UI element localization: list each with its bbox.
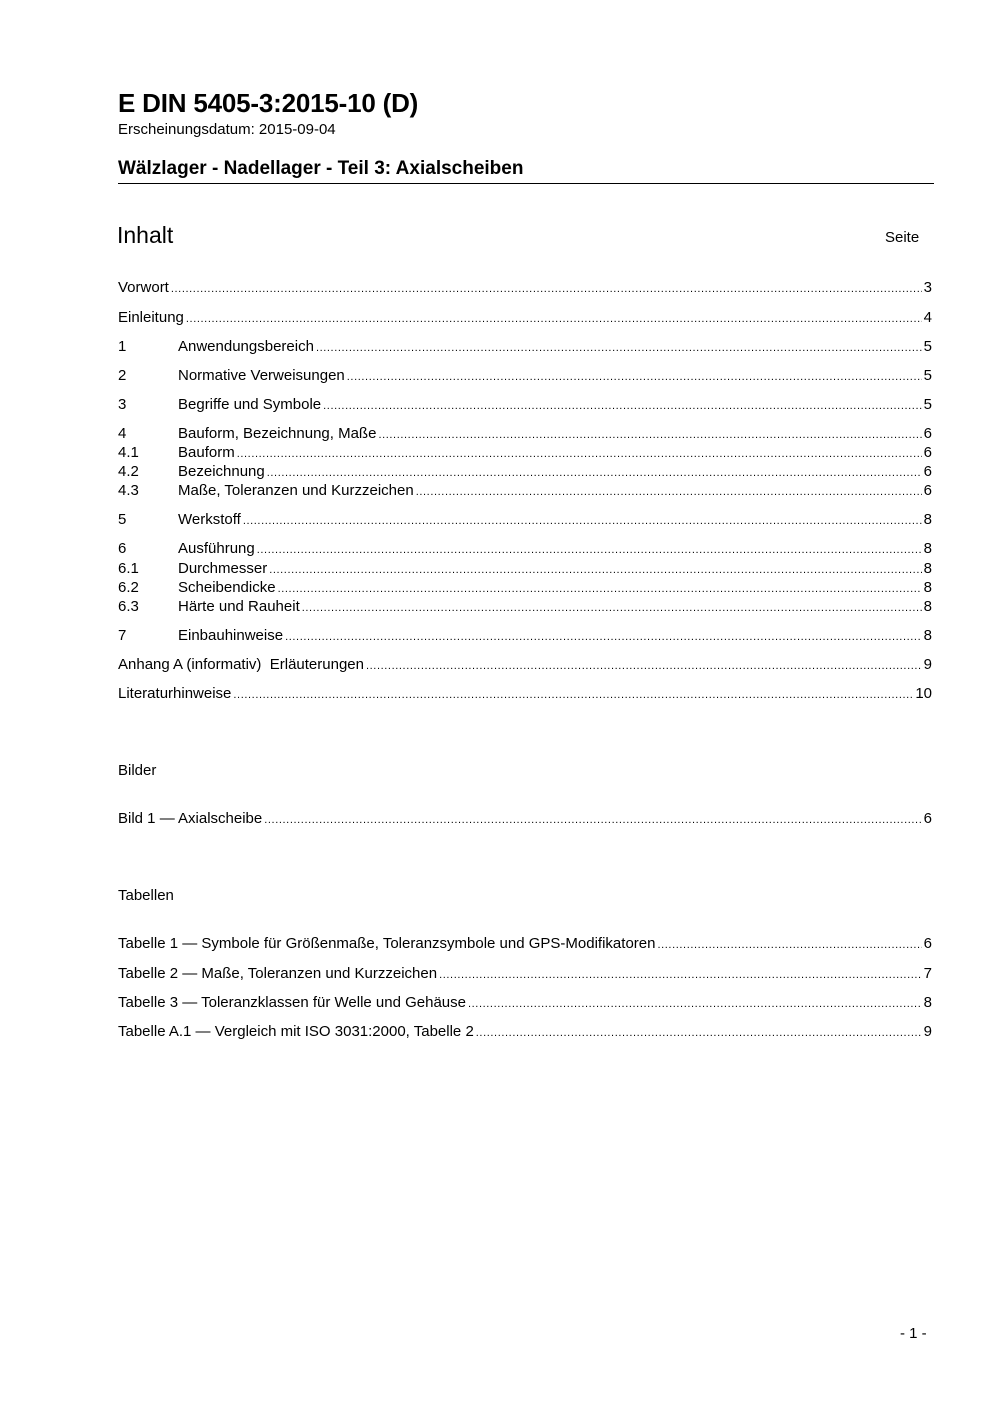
figure-entry-bild-1[interactable] (118, 809, 932, 829)
toc-entry-4[interactable] (118, 424, 932, 444)
toc-entry-4-3[interactable] (118, 481, 932, 501)
toc-leader (269, 560, 921, 580)
toc-entry-title: Begriffe und Symbole (178, 396, 322, 413)
toc-entry-number: 4.1 (118, 444, 139, 461)
toc-leader (316, 338, 922, 358)
toc-entry-page: 6 (923, 425, 932, 442)
table-entry-page: 7 (923, 965, 932, 982)
toc-leader (302, 598, 922, 618)
toc-entry-page: 5 (923, 396, 932, 413)
figures-heading: Bilder (118, 762, 157, 779)
toc-entry-literaturhinweise[interactable] (118, 684, 932, 704)
toc-entry-number: 4.3 (118, 482, 139, 499)
toc-entry-number: 6.1 (118, 560, 139, 577)
toc-entry-2[interactable] (118, 366, 932, 386)
table-entry-3[interactable] (118, 993, 932, 1013)
toc-entry-vorwort[interactable] (118, 278, 932, 298)
toc-entry-title: Härte und Rauheit (178, 598, 300, 615)
toc-entry-page: 6 (923, 463, 932, 480)
toc-entry-title: Vorwort (118, 279, 169, 296)
toc-entry-title: Bauform (178, 444, 235, 461)
toc-entry-title: Literaturhinweise (118, 685, 232, 702)
toc-entry-page: 8 (923, 598, 932, 615)
toc-entry-6-3[interactable] (118, 597, 932, 617)
toc-leader (233, 685, 913, 705)
document-subtitle: Wälzlager - Nadellager - Teil 3: Axialscheiben (118, 158, 524, 179)
table-entry-page: 8 (923, 994, 932, 1011)
toc-entry-number: 3 (118, 396, 127, 413)
toc-entry-anhang-a[interactable] (118, 655, 932, 675)
table-entry-title: Tabelle 2 — Maße, Toleranzen und Kurzzeichen (118, 965, 438, 982)
toc-entry-page: 4 (923, 309, 932, 326)
toc-entry-page: 6 (923, 482, 932, 499)
toc-leader (657, 935, 921, 955)
toc-entry-number: 6.2 (118, 579, 139, 596)
document-id: E DIN 5405-3:2015-10 (D) (118, 88, 419, 118)
header-divider (118, 183, 934, 184)
toc-leader (416, 482, 922, 502)
toc-entry-title: Anhang A (informativ) Erläuterungen (118, 656, 364, 673)
tables-heading: Tabellen (118, 887, 174, 904)
figure-entry-title: Bild 1 — Axialscheibe (118, 810, 263, 827)
toc-entry-number: 6 (118, 540, 127, 557)
toc-entry-title: Ausführung (178, 540, 255, 557)
toc-entry-number: 4 (118, 425, 127, 442)
toc-entry-title: Einleitung (118, 309, 184, 326)
publication-date: Erscheinungsdatum: 2015-09-04 (118, 121, 336, 138)
toc-entry-page: 8 (923, 540, 932, 557)
toc-entry-1[interactable] (118, 337, 932, 357)
table-entry-title: Tabelle 1 — Symbole für Größenmaße, Toleranzsymbole und GPS-Modifikatoren (118, 935, 656, 952)
toc-entry-6-2[interactable] (118, 578, 932, 598)
toc-leader (257, 540, 922, 560)
toc-entry-3[interactable] (118, 395, 932, 415)
toc-leader (285, 627, 922, 647)
toc-entry-einleitung[interactable] (118, 308, 932, 328)
toc-heading: Inhalt (117, 222, 174, 248)
toc-entry-page: 5 (923, 367, 932, 384)
toc-entry-title: Bezeichnung (178, 463, 265, 480)
toc-entry-page: 8 (923, 579, 932, 596)
table-entry-1[interactable] (118, 934, 932, 954)
toc-entry-page: 5 (923, 338, 932, 355)
toc-leader (171, 279, 922, 299)
table-entry-page: 9 (923, 1023, 932, 1040)
toc-entry-title: Werkstoff (178, 511, 241, 528)
toc-entry-page: 8 (923, 560, 932, 577)
toc-entry-page: 10 (915, 685, 932, 702)
toc-leader (366, 656, 922, 676)
table-entry-page: 6 (923, 935, 932, 952)
toc-entry-title: Einbauhinweise (178, 627, 284, 644)
toc-entry-title: Scheibendicke (178, 579, 276, 596)
toc-leader (267, 463, 922, 483)
page-number: - 1 - (900, 1325, 927, 1342)
toc-entry-title: Maße, Toleranzen und Kurzzeichen (178, 482, 414, 499)
toc-leader (243, 511, 922, 531)
toc-leader (439, 965, 922, 985)
table-entry-2[interactable] (118, 964, 932, 984)
toc-entry-title: Durchmesser (178, 560, 268, 577)
toc-entry-page: 8 (923, 511, 932, 528)
toc-leader (323, 396, 922, 416)
toc-entry-6[interactable] (118, 539, 932, 559)
page-column-label: Seite (885, 229, 920, 246)
toc-leader (378, 425, 921, 445)
toc-entry-6-1[interactable] (118, 559, 932, 579)
toc-leader (237, 444, 922, 464)
toc-entry-page: 8 (923, 627, 932, 644)
toc-entry-title: Anwendungsbereich (178, 338, 314, 355)
toc-entry-page: 9 (923, 656, 932, 673)
toc-entry-number: 6.3 (118, 598, 139, 615)
toc-entry-4-2[interactable] (118, 462, 932, 482)
toc-leader (476, 1023, 922, 1043)
toc-entry-page: 3 (923, 279, 932, 296)
figure-entry-page: 6 (923, 810, 932, 827)
toc-leader (347, 367, 922, 387)
table-entry-a-1[interactable] (118, 1022, 932, 1042)
toc-entry-number: 4.2 (118, 463, 139, 480)
toc-entry-7[interactable] (118, 626, 932, 646)
toc-leader (264, 810, 921, 830)
toc-entry-title: Normative Verweisungen (178, 367, 345, 384)
toc-entry-number: 5 (118, 511, 127, 528)
toc-entry-page: 6 (923, 444, 932, 461)
toc-entry-number: 7 (118, 627, 127, 644)
toc-entry-title: Bauform, Bezeichnung, Maße (178, 425, 377, 442)
table-entry-title: Tabelle A.1 — Vergleich mit ISO 3031:2000, Tabelle 2 (118, 1023, 474, 1040)
toc-entry-5[interactable] (118, 510, 932, 530)
toc-leader (278, 579, 922, 599)
toc-entry-4-1[interactable] (118, 443, 932, 463)
toc-entry-number: 1 (118, 338, 127, 355)
table-entry-title: Tabelle 3 — Toleranzklassen für Welle und Gehäuse (118, 994, 466, 1011)
toc-leader (468, 994, 922, 1014)
toc-leader (186, 309, 922, 329)
toc-entry-number: 2 (118, 367, 127, 384)
